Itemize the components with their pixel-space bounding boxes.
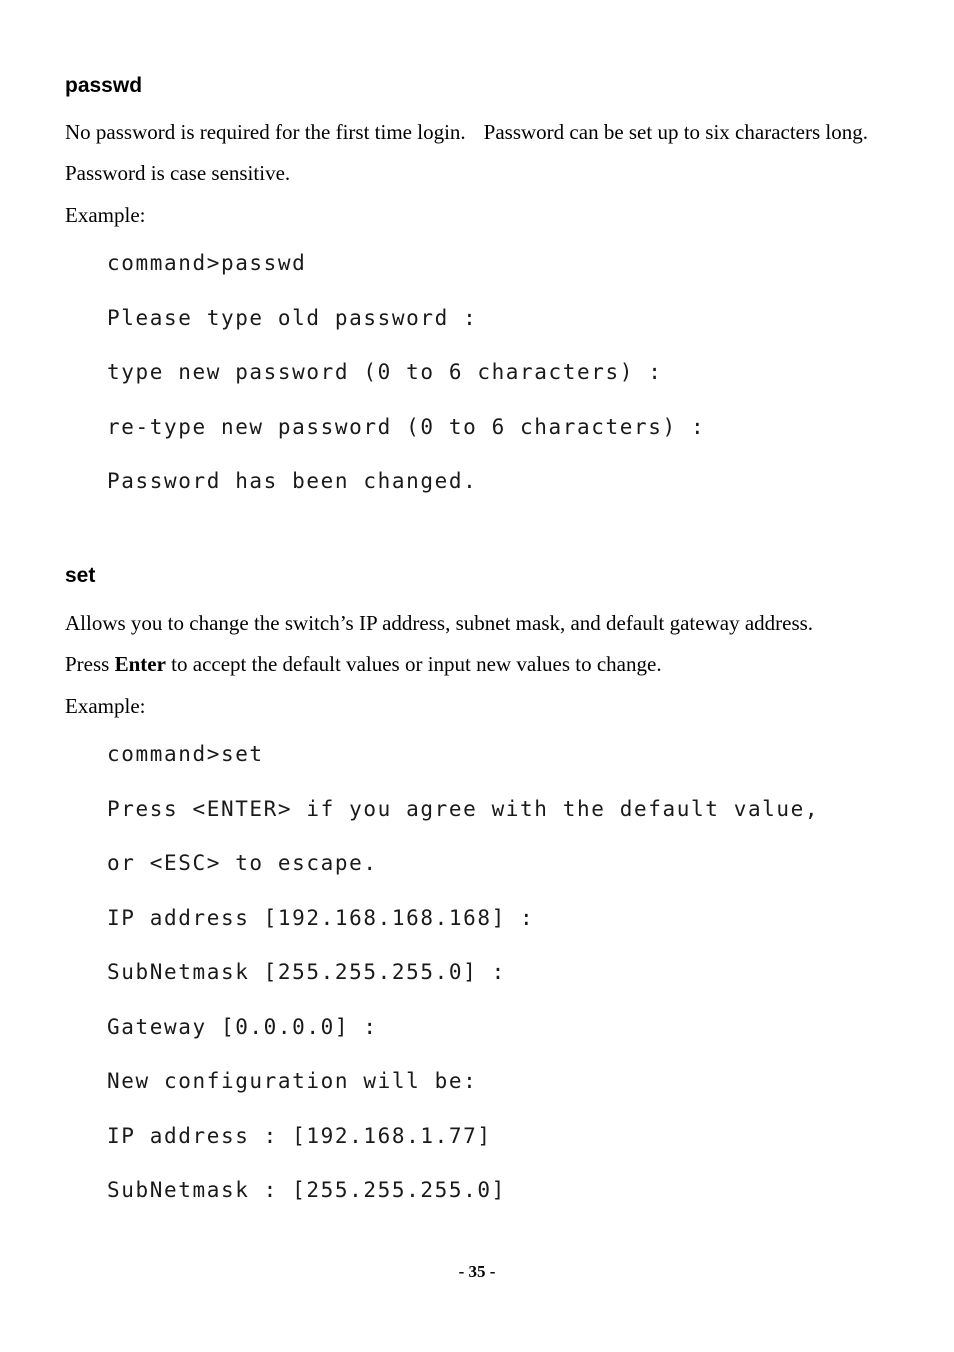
code-line: Password has been changed.: [107, 469, 478, 493]
set-description-2-suffix: to accept the default values or input new values to change.: [165, 652, 662, 676]
passwd-example-code: [107, 251, 705, 524]
code-line: command>set: [107, 742, 264, 766]
code-line: Gateway [0.0.0.0] :: [107, 1014, 378, 1039]
passwd-description: [65, 112, 895, 194]
code-line: type new password (0 to 6 characters) :: [107, 360, 663, 384]
set-example-label: Example:: [65, 694, 146, 718]
page-number: - 35 -: [458, 1262, 496, 1281]
code-line: re-type new password (0 to 6 characters) :: [107, 414, 706, 439]
code-line: Please type old password :: [107, 305, 478, 330]
set-description-enter-key: Enter: [114, 652, 166, 676]
set-description-1: Allows you to change the switch’s IP address, subnet mask, and default gateway address.: [65, 611, 814, 635]
code-line: IP address [192.168.168.168] :: [107, 905, 535, 930]
set-description: [65, 603, 895, 685]
code-line: or <ESC> to escape.: [107, 851, 378, 875]
passwd-description-3: Password is case sensitive.: [65, 161, 291, 185]
set-example-code: [107, 742, 819, 1233]
code-line: IP address : [192.168.1.77]: [107, 1123, 492, 1148]
code-line: New configuration will be:: [107, 1069, 478, 1093]
code-line: SubNetmask [255.255.255.0] :: [107, 960, 506, 984]
set-heading: set: [65, 564, 96, 587]
passwd-description-1: No password is required for the first time login.: [65, 120, 466, 144]
set-description-2-prefix: Press: [65, 652, 115, 676]
passwd-heading: passwd: [65, 74, 143, 97]
passwd-description-2: Password can be set up to six characters long.: [483, 120, 868, 144]
code-line: Press <ENTER> if you agree with the default value,: [107, 796, 820, 821]
passwd-example-label: Example:: [65, 203, 146, 227]
code-line: SubNetmask : [255.255.255.0]: [107, 1178, 506, 1202]
code-line: command>passwd: [107, 251, 307, 275]
